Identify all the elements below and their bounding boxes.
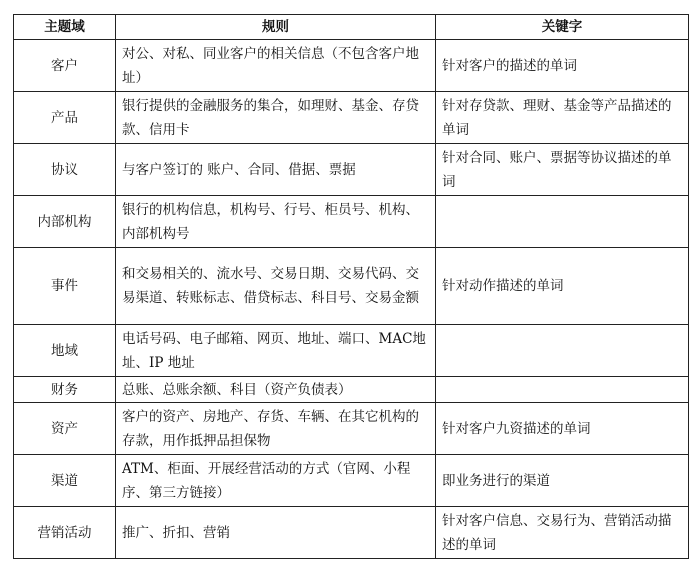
domain-cell: 营销活动 — [14, 507, 116, 559]
rule-cell: 总账、总账余额、科目（资产负债表） — [116, 377, 436, 403]
keyword-cell — [436, 196, 689, 248]
table-row — [14, 377, 689, 403]
keyword-cell: 针对客户信息、交易行为、营销活动描述的单词 — [436, 507, 689, 559]
rule-cell: 银行的机构信息，机构号、行号、柜员号、机构、内部机构号 — [116, 196, 436, 248]
rule-cell: 银行提供的金融服务的集合，如理财、基金、存贷款、信用卡 — [116, 92, 436, 144]
domain-cell: 协议 — [14, 144, 116, 196]
rule-cell: 电话号码、电子邮箱、网页、地址、端口、MAC地址、IP 地址 — [116, 325, 436, 377]
table-row — [14, 325, 689, 377]
keyword-cell: 针对客户九资描述的单词 — [436, 403, 689, 455]
rule-cell: 和交易相关的、流水号、交易日期、交易代码、交易渠道、转账标志、借贷标志、科目号、交易金额 — [116, 248, 436, 325]
header-keyword: 关键字 — [436, 15, 689, 40]
table-row — [14, 403, 689, 455]
domain-cell: 地域 — [14, 325, 116, 377]
domain-cell: 财务 — [14, 377, 116, 403]
keyword-cell: 针对动作描述的单词 — [436, 248, 689, 325]
rule-cell: 与客户签订的 账户、合同、借据、票据 — [116, 144, 436, 196]
domain-cell: 内部机构 — [14, 196, 116, 248]
keyword-cell: 即业务进行的渠道 — [436, 455, 689, 507]
rule-cell: 对公、对私、同业客户的相关信息（不包含客户地址） — [116, 40, 436, 92]
domain-cell: 事件 — [14, 248, 116, 325]
table-row — [14, 144, 689, 196]
domain-cell: 资产 — [14, 403, 116, 455]
table-row — [14, 40, 689, 92]
header-rule: 规则 — [116, 15, 436, 40]
table-row — [14, 507, 689, 559]
table-row — [14, 455, 689, 507]
rule-cell: ATM、柜面、开展经营活动的方式（官网、小程序、第三方链接） — [116, 455, 436, 507]
domain-cell: 渠道 — [14, 455, 116, 507]
header-row — [14, 15, 689, 40]
header-domain: 主题域 — [14, 15, 116, 40]
domain-cell: 产品 — [14, 92, 116, 144]
keyword-cell: 针对客户的描述的单词 — [436, 40, 689, 92]
keyword-cell: 针对合同、账户、票据等协议描述的单词 — [436, 144, 689, 196]
rule-cell: 推广、折扣、营销 — [116, 507, 436, 559]
table-row — [14, 248, 689, 325]
table-row — [14, 92, 689, 144]
keyword-cell — [436, 325, 689, 377]
domain-cell: 客户 — [14, 40, 116, 92]
keyword-cell: 针对存贷款、理财、基金等产品描述的单词 — [436, 92, 689, 144]
rule-cell: 客户的资产、房地产、存货、车辆、在其它机构的存款，用作抵押品担保物 — [116, 403, 436, 455]
keyword-cell — [436, 377, 689, 403]
data-table — [13, 14, 689, 559]
table-row — [14, 196, 689, 248]
